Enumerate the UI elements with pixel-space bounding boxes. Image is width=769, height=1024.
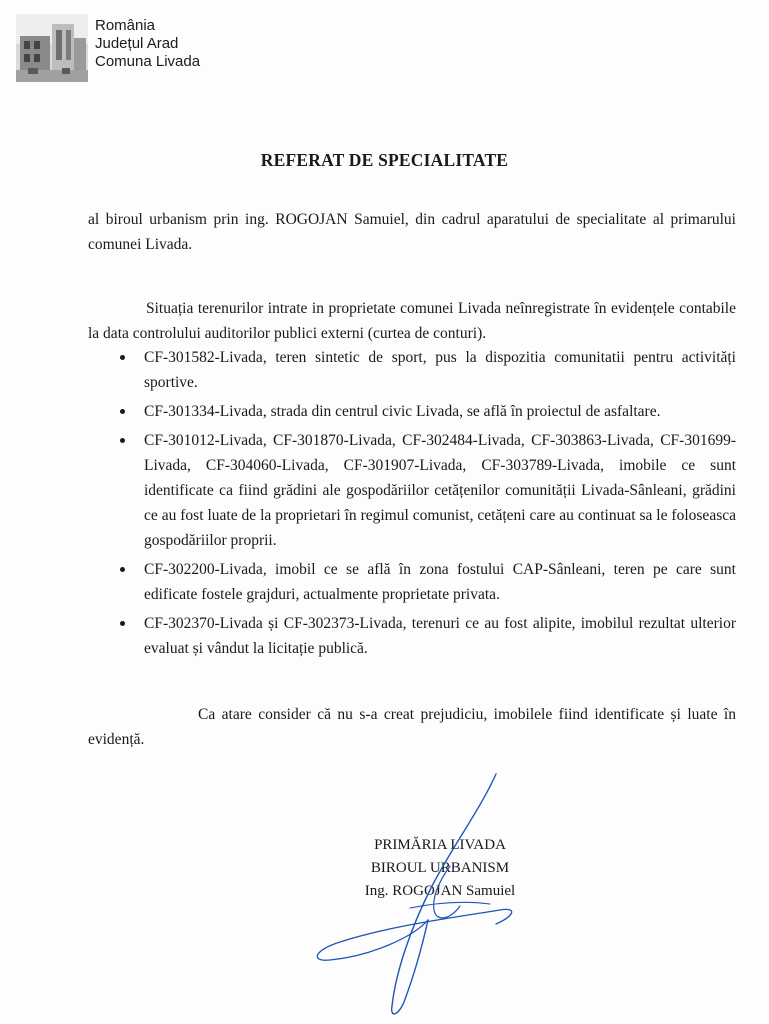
bullet-icon — [120, 409, 125, 414]
list-item-text: CF-301012-Livada, CF-301870-Livada, CF-302484-Livada, CF-303863-Livada, CF-301699-Livada, CF-304060-Livada, CF-301907-Livada, CF-303789-Livada, imobile ce sunt identificate ca fiind grădini ale gospodăriilor cetățenilor comunității Livada-Sânleani, grădini ce au fost luate de la proprietari în regimul comunist, cetățeni care au continuat sa le foloseasca gospodăriilor proprii. — [144, 432, 736, 549]
document-title: REFERAT DE SPECIALITATE — [260, 150, 509, 170]
institution-header — [95, 17, 200, 71]
signature-institution: PRIMĂRIA LIVADA — [374, 837, 506, 853]
property-list — [120, 345, 736, 665]
bullet-icon — [120, 438, 125, 443]
header-country: România — [95, 17, 156, 34]
header-commune: Comuna Livada — [95, 53, 201, 70]
list-item-text: CF-301582-Livada, teren sintetic de sport, pus la dispozitia comunitatii pentru activități sportive. — [144, 349, 736, 391]
list-item — [120, 345, 736, 395]
list-item-text: CF-302200-Livada, imobil ce se află în zona fostului CAP-Sânleani, teren pe care sunt edificate fostele grajduri, actualmente proprietate privata. — [144, 561, 736, 603]
handwritten-signature — [300, 770, 540, 1020]
conclusion-paragraph: Ca atare consider că nu s-a creat prejudiciu, imobilele fiind identificate și luate în evidență. — [88, 706, 736, 748]
list-item-text: CF-301334-Livada, strada din centrul civic Livada, se află în proiectul de asfaltare. — [144, 403, 661, 420]
signature-department: BIROUL URBANISM — [370, 860, 510, 876]
signature-name: Ing. ROGOJAN Samuiel — [364, 883, 516, 899]
header-county: Județul Arad — [95, 35, 179, 52]
list-item-text: CF-302370-Livada și CF-302373-Livada, terenuri ce au fost alipite, imobilul rezultat ulterior evaluat și vândut la licitație publică. — [144, 615, 736, 657]
list-item — [120, 611, 736, 661]
bullet-icon — [120, 621, 125, 626]
situation-paragraph: Situația terenurilor intrate in proprietate comunei Livada neînregistrate în evidențele contabile la data controlului auditorilor publici externi (curtea de conturi). — [88, 300, 736, 342]
bullet-icon — [120, 355, 125, 360]
list-item — [120, 399, 736, 424]
bullet-icon — [120, 567, 125, 572]
list-item — [120, 557, 736, 607]
list-item — [120, 428, 736, 553]
comuna-livada-logo — [16, 14, 88, 82]
intro-paragraph: al biroul urbanism prin ing. ROGOJAN Samuiel, din cadrul aparatului de specialitate al primarului comunei Livada. — [88, 211, 736, 253]
